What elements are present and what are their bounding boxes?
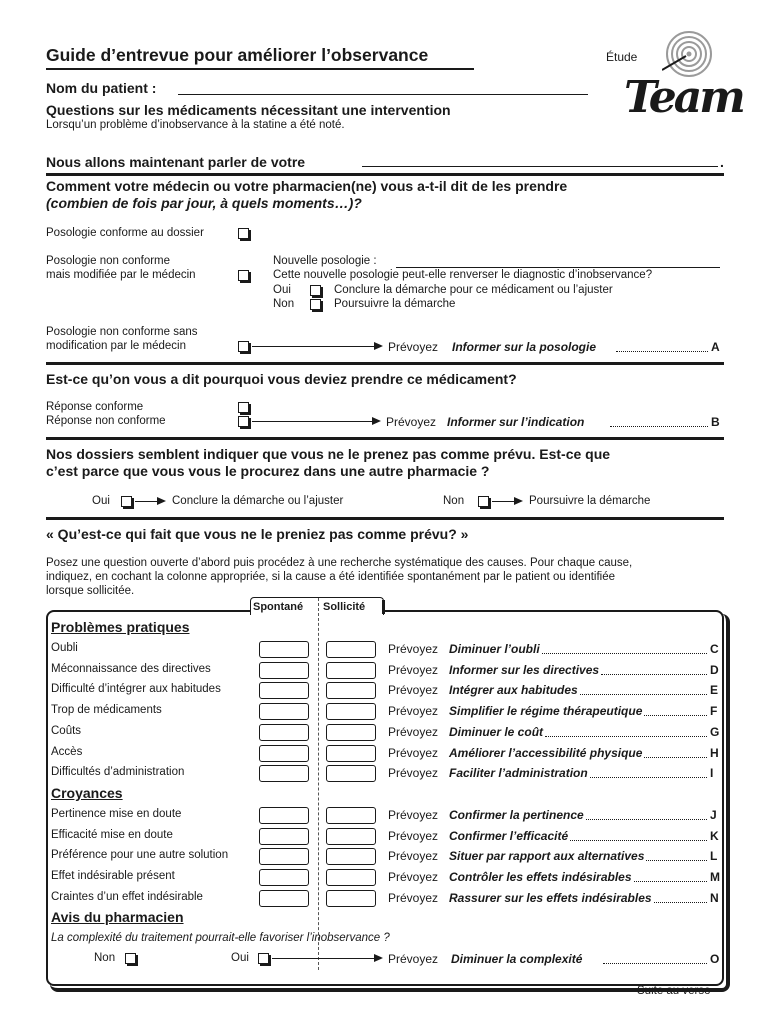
pharmacist-oui-checkbox[interactable] (258, 953, 269, 964)
reverse-oui-checkbox[interactable] (310, 285, 321, 296)
sollicite-box[interactable] (326, 703, 376, 720)
arrow-right-icon (514, 497, 523, 505)
dot-leader (634, 881, 707, 882)
q3-oui-checkbox[interactable] (121, 496, 132, 507)
q2-title: Est-ce qu’on vous a dit pourquoi vous deviez prendre ce médicament? (46, 371, 517, 387)
arrow-right-icon (374, 954, 383, 962)
prevoyez-label: Prévoyez (388, 642, 439, 656)
sollicite-box[interactable] (326, 641, 376, 658)
intervention-letter: I (710, 766, 714, 781)
cause-label: Coûts (51, 724, 82, 737)
intervention-plan: Rassurer sur les effets indésirables (449, 890, 652, 905)
sollicite-box[interactable] (326, 807, 376, 824)
intervention-letter: N (710, 890, 719, 905)
divider (46, 173, 724, 176)
q1-option-3-line1: Posologie non conforme sans (46, 326, 198, 338)
cause-label: Efficacité mise en doute (51, 828, 173, 841)
plan-b: Informer sur l’indication (447, 415, 585, 429)
pharmacist-question: La complexité du traitement pourrait-elle favoriser l’inobservance ? (51, 932, 390, 944)
q1-option-3-checkbox[interactable] (238, 341, 249, 352)
intervention-letter: J (710, 808, 717, 822)
intervention-plan: Confirmer l’efficacité (449, 828, 569, 843)
dot-leader (616, 351, 708, 352)
prevoyez-label: Prévoyez (388, 704, 439, 719)
intervention-letter: F (710, 704, 718, 719)
logo-script-text: Team (624, 72, 743, 123)
q2-option-1-checkbox[interactable] (238, 402, 249, 413)
intervention-letter: D (710, 662, 719, 677)
intervention-letter: L (710, 849, 718, 864)
cause-label: Oubli (51, 642, 78, 654)
new-posology-field[interactable] (396, 267, 720, 268)
sollicite-box[interactable] (326, 745, 376, 762)
q1-option-2-checkbox[interactable] (238, 270, 249, 281)
page-title: Guide d’entrevue pour améliorer l’observance (46, 45, 429, 65)
dot-leader (646, 860, 707, 861)
reverse-non-action: Poursuivre la démarche (334, 298, 456, 310)
cause-label: Difficultés d’administration (51, 766, 185, 779)
q3-oui-label: Oui (92, 495, 110, 507)
letter-a: A (711, 340, 720, 354)
sollicite-box[interactable] (326, 890, 376, 907)
prevoyez-label: Prévoyez (388, 808, 439, 822)
arrow-right-icon (372, 417, 381, 425)
intervention-plan: Faciliter l’administration (449, 766, 588, 781)
cause-label: Difficulté d’intégrer aux habitudes (51, 683, 221, 696)
intervention-plan: Contrôler les effets indésirables (449, 870, 632, 885)
spontane-box[interactable] (259, 662, 309, 679)
intervention-plan: Informer sur les directives (449, 662, 600, 677)
spontane-box[interactable] (259, 890, 309, 907)
intervention-plan: Simplifier le régime thérapeutique (449, 704, 643, 719)
dot-leader (580, 694, 707, 695)
q4-instructions-line3: lorsque sollicitée. (46, 585, 135, 597)
column-divider (318, 598, 319, 970)
intervention-letter: C (710, 642, 719, 656)
arrow-line (135, 501, 159, 502)
intervention-plan: Situer par rapport aux alternatives (449, 849, 645, 864)
q1-option-1-checkbox[interactable] (238, 228, 249, 239)
prevoyez-label: Prévoyez (388, 952, 439, 966)
spontane-box[interactable] (259, 703, 309, 720)
intervention-plan: Diminuer l’oubli (449, 642, 540, 656)
q3-title-line1: Nos dossiers semblent indiquer que vous ne le prenez pas comme prévu. Est-ce que (46, 446, 611, 462)
reverse-oui-action: Conclure la démarche pour ce médicament ou l’ajuster (334, 284, 613, 296)
q2-option-1: Réponse conforme (46, 401, 144, 413)
prevoyez-label: Prévoyez (388, 745, 439, 760)
q1-subtitle: (combien de fois par jour, à quels moments…)? (46, 195, 362, 211)
prevoyez-label: Prévoyez (388, 828, 439, 843)
q3-title-line2: c’est parce que vous vous le procurez dans une autre pharmacie ? (46, 463, 490, 479)
talk-end: . (720, 154, 724, 170)
pharmacist-non-label: Non (94, 952, 116, 964)
prevoyez-label: Prévoyez (388, 340, 439, 354)
prevoyez-label: Prévoyez (388, 890, 439, 905)
letter-o: O (710, 952, 720, 966)
column-sollicite: Sollicité (323, 601, 366, 613)
dot-leader (644, 757, 707, 758)
intervention-letter: H (710, 745, 719, 760)
spontane-box[interactable] (259, 682, 309, 699)
questions-subtitle: Lorsqu’un problème d’inobservance à la statine a été noté. (46, 119, 345, 131)
sollicite-box[interactable] (326, 682, 376, 699)
prevoyez-label: Prévoyez (388, 849, 439, 864)
q3-oui-action: Conclure la démarche ou l’ajuster (172, 495, 344, 507)
prevoyez-label: Prévoyez (388, 662, 439, 677)
divider (46, 362, 724, 365)
title-underline (46, 68, 474, 70)
reverse-non-checkbox[interactable] (310, 299, 321, 310)
intervention-letter: M (710, 870, 720, 885)
cause-label: Trop de médicaments (51, 704, 162, 717)
logo (600, 30, 743, 130)
arrow-line (272, 958, 376, 959)
arrow-line (252, 346, 376, 347)
arrow-line (252, 421, 374, 422)
sollicite-box[interactable] (326, 869, 376, 886)
dot-leader (542, 653, 707, 654)
sollicite-box[interactable] (326, 765, 376, 782)
dot-leader (590, 777, 707, 778)
spontane-box[interactable] (259, 765, 309, 782)
q1-option-1: Posologie conforme au dossier (46, 227, 204, 239)
prevoyez-label: Prévoyez (388, 724, 439, 739)
dot-leader (586, 819, 707, 820)
prevoyez-label: Prévoyez (386, 415, 437, 429)
dot-leader (610, 426, 708, 427)
q2-option-2: Réponse non conforme (46, 415, 166, 427)
cause-label: Accès (51, 745, 83, 758)
arrow-right-icon (374, 342, 383, 350)
letter-b: B (711, 415, 720, 429)
q1-option-2-line1: Posologie non conforme (46, 255, 171, 267)
divider (46, 437, 724, 440)
section-practical: Problèmes pratiques (51, 619, 190, 635)
questions-title: Questions sur les médicaments nécessitant une intervention (46, 102, 451, 118)
spontane-box[interactable] (259, 724, 309, 741)
spontane-box[interactable] (259, 807, 309, 824)
column-spontane: Spontané (253, 601, 304, 613)
q1-option-3-line2: modification par le médecin (46, 340, 186, 352)
q3-non-label: Non (443, 495, 465, 507)
q3-non-action: Poursuivre la démarche (529, 495, 651, 507)
pharmacist-oui-label: Oui (231, 952, 249, 964)
intervention-letter: K (710, 828, 719, 843)
prevoyez-label: Prévoyez (388, 683, 439, 698)
dot-leader (603, 963, 707, 964)
intervention-letter: E (710, 683, 719, 698)
cause-label: Effet indésirable présent (51, 870, 175, 883)
spontane-box[interactable] (259, 848, 309, 865)
tab-shadow (382, 600, 385, 614)
cause-label: Pertinence mise en doute (51, 808, 182, 820)
spontane-box[interactable] (259, 828, 309, 845)
q4-instructions-line2: indiquez, en cochant la colonne appropriée, si la cause a été identifiée spontanément par le patient ou identifiée (46, 571, 616, 583)
sollicite-box[interactable] (326, 828, 376, 845)
spontane-box[interactable] (259, 745, 309, 762)
q3-non-checkbox[interactable] (478, 496, 489, 507)
cause-label: Préférence pour une autre solution (51, 849, 229, 862)
q1-title: Comment votre médecin ou votre pharmacien(ne) vous a-t-il dit de les prendre (46, 178, 568, 194)
reverse-non-label: Non (273, 298, 295, 310)
footer-continued: Suite au verso (637, 985, 711, 997)
dot-leader (644, 715, 707, 716)
divider (46, 517, 724, 520)
medication-field[interactable] (362, 166, 718, 167)
prevoyez-label: Prévoyez (388, 870, 439, 885)
patient-name-label: Nom du patient : (46, 80, 157, 96)
arrow-right-icon (157, 497, 166, 505)
spontane-box[interactable] (259, 641, 309, 658)
plan-a: Informer sur la posologie (452, 340, 597, 354)
sollicite-box[interactable] (326, 724, 376, 741)
dot-leader (570, 840, 707, 841)
reverse-question: Cette nouvelle posologie peut-elle renverser le diagnostic d’inobservance? (273, 269, 653, 281)
dot-leader (654, 902, 707, 903)
sollicite-box[interactable] (326, 662, 376, 679)
q4-title: « Qu’est-ce qui fait que vous ne le preniez pas comme prévu? » (46, 526, 469, 542)
pharmacist-non-checkbox[interactable] (125, 953, 136, 964)
cause-label: Craintes d’un effet indésirable (51, 890, 203, 903)
reverse-oui-label: Oui (273, 284, 291, 296)
arrow-line (492, 501, 516, 502)
cause-label: Méconnaissance des directives (51, 662, 211, 675)
q4-instructions-line1: Posez une question ouverte d’abord puis procédez à une recherche systématique des causes. Pour chaque cause, (46, 557, 633, 569)
intervention-plan: Confirmer la pertinence (449, 808, 584, 822)
prevoyez-label: Prévoyez (388, 766, 439, 781)
q2-option-2-checkbox[interactable] (238, 416, 249, 427)
plan-o: Diminuer la complexité (451, 952, 583, 966)
intervention-plan: Intégrer aux habitudes (449, 683, 578, 698)
spontane-box[interactable] (259, 869, 309, 886)
new-posology-label: Nouvelle posologie : (273, 255, 377, 267)
talk-lead: Nous allons maintenant parler de votre (46, 154, 306, 170)
intervention-letter: G (710, 724, 720, 739)
section-pharmacist: Avis du pharmacien (51, 909, 184, 925)
dot-leader (545, 736, 707, 737)
q1-option-2-line2: mais modifiée par le médecin (46, 269, 196, 281)
logo-top-text: Étude (606, 50, 638, 64)
dot-leader (601, 674, 707, 675)
section-beliefs: Croyances (51, 785, 123, 801)
patient-name-field[interactable] (178, 94, 588, 95)
sollicite-box[interactable] (326, 848, 376, 865)
intervention-plan: Améliorer l’accessibilité physique (449, 745, 643, 760)
intervention-plan: Diminuer le coût (449, 724, 544, 739)
